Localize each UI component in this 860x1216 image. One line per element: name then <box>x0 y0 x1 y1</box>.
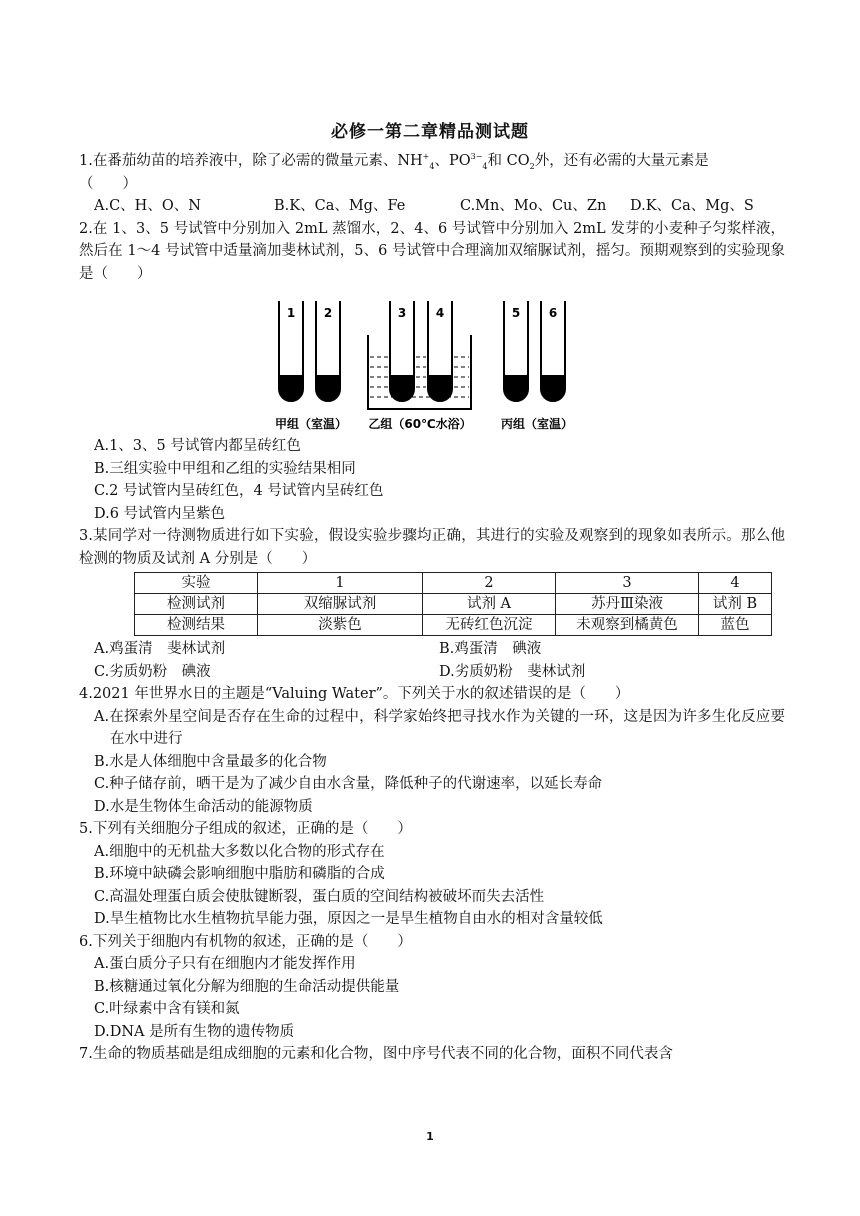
option-d: D.6 号试管内呈紫色 <box>94 505 226 522</box>
option-d: D.DNA 是所有生物的遗传物质 <box>94 1023 295 1040</box>
option-a: A.鸡蛋清 斐林试剂 <box>94 641 226 657</box>
question-4 <box>79 683 785 818</box>
tube-label-4: 4 <box>435 306 445 320</box>
option-b: B.环境中缺磷会影响细胞中脂肪和磷脂的合成 <box>94 866 385 882</box>
tube-label-6: 6 <box>548 306 558 320</box>
table-header-cell: 4 <box>699 573 772 594</box>
water-bath <box>368 335 471 409</box>
option-d: D.水是生物体生命活动的能源物质 <box>94 798 313 815</box>
q1-stem-part: 和 CO <box>487 153 530 169</box>
table-cell: 试剂 A <box>423 594 556 615</box>
option-b: B.三组实验中甲组和乙组的实验结果相同 <box>94 460 356 477</box>
option-a: A.在探索外星空间是否存在生命的过程中，科学家始终把寻找水作为关键的一环，这是因为许多生化反应要在水中进行 <box>94 708 785 747</box>
table-cell: 淡紫色 <box>258 615 423 636</box>
option-a: A.蛋白质分子只有在细胞内才能发挥作用 <box>94 956 356 972</box>
table-cell: 双缩脲试剂 <box>258 594 423 615</box>
option-a: A.C、H、O、N <box>94 198 201 214</box>
question-5 <box>79 818 785 931</box>
question-7-stem: 7.生命的物质基础是组成细胞的元素和化合物，图中序号代表不同的化合物，面积不同代表含 <box>79 1046 673 1062</box>
question-2-stem: 2.在 1、3、5 号试管中分别加入 2mL 蒸馏水，2、4、6 号试管中分别加入 2mL 发芽的小麦种子匀浆样液，然后在 1～4 号试管中适量滴加斐林试剂，5、6 号试管中合理滴加双缩脲试剂，摇匀。预期观察到的实验现象是（ ） <box>79 220 785 282</box>
question-1 <box>79 150 785 218</box>
option-b: B.水是人体细胞中含量最多的化合物 <box>94 753 327 770</box>
question-6 <box>79 931 785 1044</box>
tube-label-1: 1 <box>286 306 296 320</box>
option-c: C.2 号试管内呈砖红色，4 号试管内呈砖红色 <box>94 483 384 499</box>
q1-po4-sup: 3− <box>470 152 483 162</box>
question-2 <box>79 218 785 526</box>
q1-nh4-sup: + <box>422 152 430 162</box>
table-cell: 无砖红色沉淀 <box>423 615 556 636</box>
question-1-stem <box>79 150 785 173</box>
table-cell: 检测结果 <box>135 615 258 636</box>
question-7 <box>79 1043 785 1066</box>
table-cell: 未观察到橘黄色 <box>556 615 699 636</box>
table-header-cell: 1 <box>258 573 423 594</box>
q1-nh4-sub: 4 <box>429 161 435 171</box>
option-c: C.高温处理蛋白质会使肽键断裂，蛋白质的空间结构被破坏而失去活性 <box>94 888 545 905</box>
page-number: 1 <box>426 1130 434 1143</box>
option-a: A.细胞中的无机盐大多数以化合物的形式存在 <box>94 843 385 860</box>
question-6-stem: 6.下列关于细胞内有机物的叙述，正确的是（ ） <box>79 933 412 950</box>
table-header-cell: 3 <box>556 573 699 594</box>
table-cell: 检测试剂 <box>135 594 258 615</box>
table-cell: 试剂 B <box>699 594 772 615</box>
question-5-stem: 5.下列有关细胞分子组成的叙述，正确的是（ ） <box>79 821 412 837</box>
document-body <box>79 150 785 1066</box>
q1-po4-sub: 4 <box>482 161 488 171</box>
question-1-blank: （ ） <box>79 175 137 192</box>
option-c: C.劣质奶粉 碘液 <box>94 663 211 680</box>
question-3-options-row-2 <box>94 661 785 684</box>
table-cell: 苏丹Ⅲ染液 <box>556 594 699 615</box>
q1-stem-part: 、PO <box>434 153 471 169</box>
option-b: B.核糖通过氧化分解为细胞的生命活动提供能量 <box>94 978 400 995</box>
option-d: D.劣质奶粉 斐林试剂 <box>439 663 586 680</box>
tube-label-5: 5 <box>511 306 521 320</box>
document-title: 必修一第二章精品测试题 <box>331 122 529 142</box>
group-label-jia: 甲组（室温） <box>275 417 348 431</box>
group-label-yi: 乙组（60℃水浴） <box>368 417 472 431</box>
table-row <box>135 594 772 615</box>
question-3-options-row-1 <box>94 638 785 661</box>
water-level-lines <box>370 357 469 397</box>
question-4-stem: 4.2021 年世界水日的主题是“Valuing Water”。下列关于水的叙述错误的是（ ） <box>79 686 630 702</box>
table-header-row <box>135 573 772 594</box>
option-c: C.Mn、Mo、Cu、Zn <box>460 198 607 214</box>
option-c: C.叶绿素中含有镁和氮 <box>94 1001 240 1017</box>
option-a: A.1、3、5 号试管内都呈砖红色 <box>94 438 301 454</box>
q1-stem-part: 外，还有必需的大量元素是 <box>534 153 709 169</box>
q1-co2-sub: 2 <box>529 161 535 171</box>
option-d: D.K、Ca、Mg、S <box>630 198 754 214</box>
tube-label-2: 2 <box>323 306 333 320</box>
tube-label-3: 3 <box>397 306 407 320</box>
experiment-table <box>134 572 772 636</box>
table-row <box>135 615 772 636</box>
table-cell: 蓝色 <box>699 615 772 636</box>
test-tube-figure <box>275 289 595 431</box>
option-d: D.旱生植物比水生植物抗旱能力强，原因之一是旱生植物自由水的相对含量较低 <box>94 911 603 927</box>
question-3-stem: 3.某同学对一待测物质进行如下实验，假设实验步骤均正确，其进行的实验及观察到的现象如表所示。那么他检测的物质及试剂 A 分别是（ ） <box>79 528 785 567</box>
table-header-cell: 2 <box>423 573 556 594</box>
option-b: B.K、Ca、Mg、Fe <box>274 198 406 214</box>
q1-stem-part: 1.在番茄幼苗的培养液中，除了必需的微量元素、NH <box>79 153 423 169</box>
option-c: C.种子储存前，晒干是为了减少自由水含量，降低种子的代谢速率，以延长寿命 <box>94 776 603 792</box>
option-b: B.鸡蛋清 碘液 <box>439 641 542 657</box>
table-header-cell: 实验 <box>135 573 258 594</box>
question-1-options <box>94 195 785 218</box>
group-label-bing: 丙组（室温） <box>500 417 574 431</box>
question-3 <box>79 525 785 683</box>
